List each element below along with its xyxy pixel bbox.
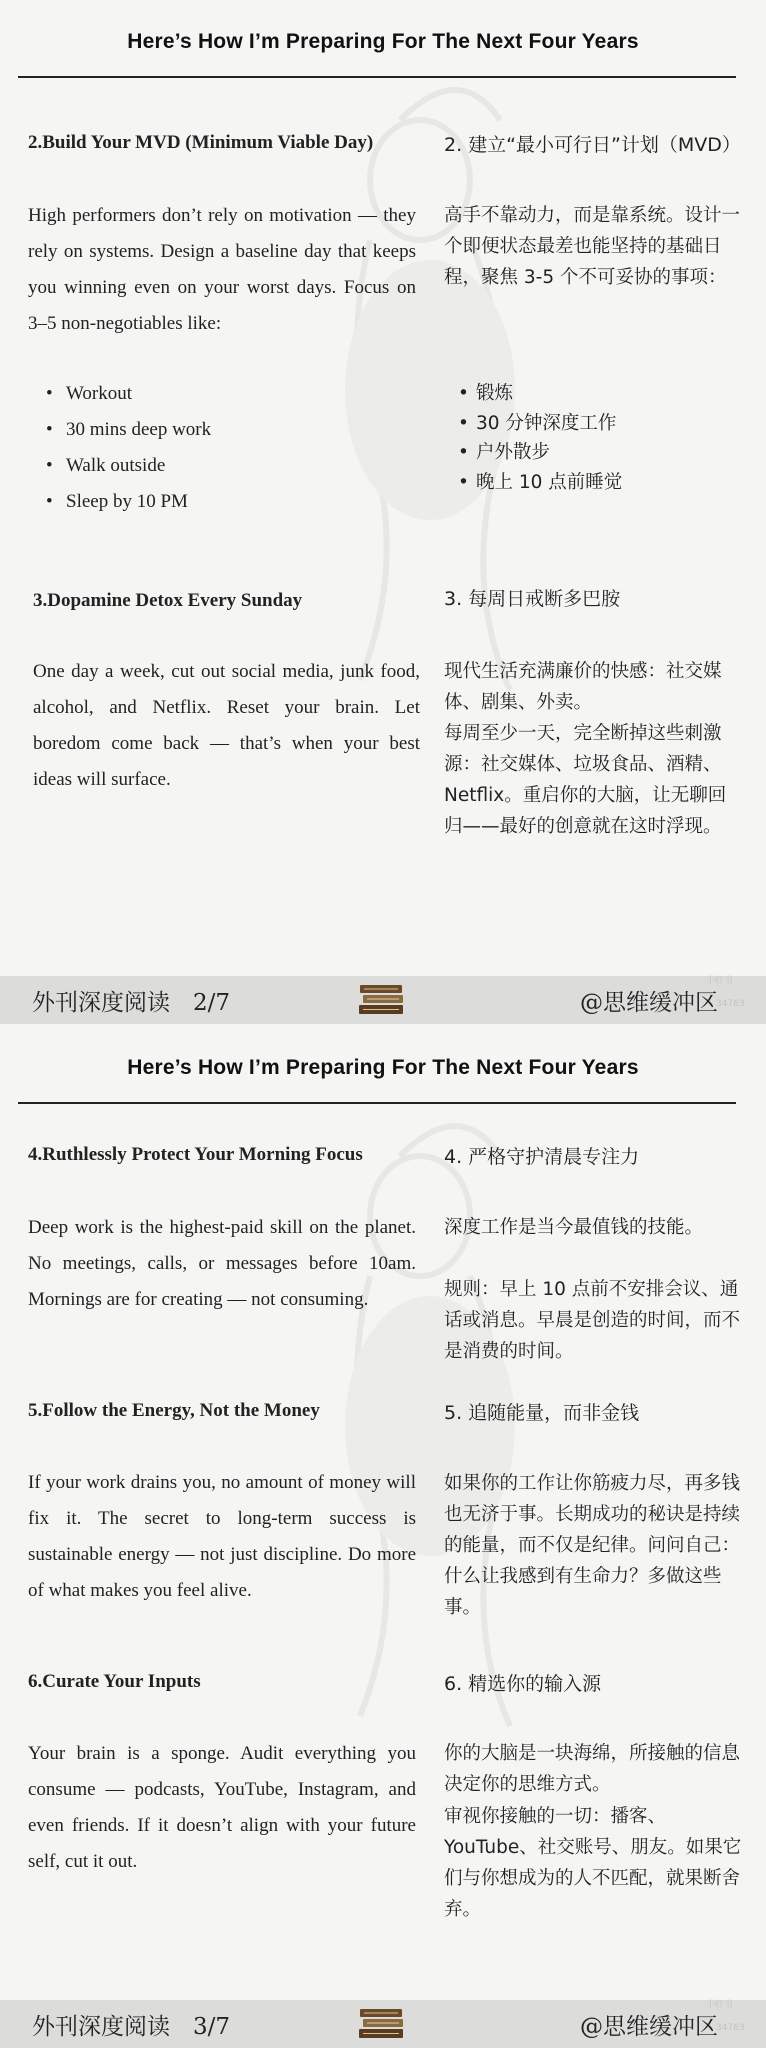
list-item: • Walk outside: [28, 448, 408, 484]
section-6-heading-en: 6.Curate Your Inputs: [28, 1671, 201, 1692]
page-title: Here’s How I’m Preparing For The Next Four Years: [127, 30, 639, 53]
footer-author-handle: @思维缓冲区: [580, 990, 718, 1016]
section-6-body-zh-2: 审视你接触的一切：播客、YouTube、社交账号、朋友。如果它们与你想成为的人不匹配，就果断舍弃。: [444, 1806, 742, 1920]
section-3-heading-zh: 3. 每周日戒断多巴胺: [444, 588, 621, 610]
section-2-heading-en: 2.Build Your MVD (Minimum Viable Day): [28, 132, 374, 153]
page-3-of-7: [0, 1026, 766, 2048]
section-4-heading-zh: 4. 严格守护清晨专注力: [444, 1146, 640, 1168]
list-item: • 晚上 10 点前睡觉: [444, 468, 744, 498]
section-5-body-en: If your work drains you, no amount of money will fix it. The secret to long-term success is sustainable energy — not just discipline. Do more of what makes you feel alive.: [28, 1472, 416, 1601]
section-4-body-en: Deep work is the highest-paid skill on the planet. No meetings, calls, or messages before 10am. Mornings are for creating — not consuming.: [28, 1217, 416, 1310]
section-2-body-en: High performers don’t rely on motivation — they rely on systems. Design a baseline day that keeps you winning even on your worst days. Focus on 3–5 non-negotiables like:: [28, 205, 416, 334]
watermark-id: 34763: [716, 2023, 745, 2033]
section-6-heading-zh: 6. 精选你的输入源: [444, 1673, 602, 1695]
section-5-heading-zh: 5. 追随能量，而非金钱: [444, 1402, 640, 1424]
section-6-body-zh-1: 你的大脑是一块海绵，所接触的信息决定你的思维方式。: [444, 1743, 741, 1795]
page-title: Here’s How I’m Preparing For The Next Four Years: [127, 1056, 639, 1079]
section-6-body-en: Your brain is a sponge. Audit everything you consume — podcasts, YouTube, Instagram, and even friends. If it doesn’t align with your future self, cut it out.: [28, 1743, 416, 1872]
books-icon: [358, 982, 406, 1018]
section-3-body-zh-2: 每周至少一天，完全断掉这些刺激源：社交媒体、垃圾食品、酒精、Netflix。重启你的大脑，让无聊回归——最好的创意就在这时浮现。: [444, 723, 727, 837]
section-3-body-en: One day a week, cut out social media, junk food, alcohol, and Netflix. Reset your brain. Let boredom come back — that’s when your best ideas will surface.: [33, 661, 420, 790]
list-item: • 30 分钟深度工作: [444, 409, 744, 439]
section-2-heading-zh: 2. 建立“最小可行日”计划（MVD）: [444, 134, 741, 156]
section-2-list-en: [28, 376, 408, 520]
watermark-brand: 小红书: [706, 976, 734, 986]
section-4-heading-en: 4.Ruthlessly Protect Your Morning Focus: [28, 1144, 363, 1165]
page-header: [0, 1026, 766, 1104]
section-5-body-zh: 如果你的工作让你筋疲力尽，再多钱也无济于事。长期成功的秘诀是持续的能量，而不仅是纪律。问问自己：什么让我感到有生命力？多做这些事。: [444, 1473, 741, 1618]
section-5-heading-en: 5.Follow the Energy, Not the Money: [28, 1400, 320, 1421]
section-3-body-zh-1: 现代生活充满廉价的快感：社交媒体、剧集、外卖。: [444, 661, 722, 713]
list-item: • 户外散步: [444, 438, 744, 468]
section-4-body-zh-1: 深度工作是当今最值钱的技能。: [444, 1217, 704, 1238]
footer-series-label: 外刊深度阅读 3/7: [32, 2014, 231, 2040]
section-3-heading-en: 3.Dopamine Detox Every Sunday: [33, 590, 303, 611]
footer-series-label: 外刊深度阅读 2/7: [32, 990, 231, 1016]
list-item: • 锻炼: [444, 379, 744, 409]
page-footer: [0, 2000, 766, 2048]
list-item: • Sleep by 10 PM: [28, 484, 408, 520]
books-icon: [358, 2006, 406, 2042]
section-4-body-zh-2: 规则：早上 10 点前不安排会议、通话或消息。早晨是创造的时间，而不是消费的时间。: [444, 1279, 741, 1362]
footer-author-handle: @思维缓冲区: [580, 2014, 718, 2040]
watermark-brand: 小红书: [706, 2000, 734, 2010]
header-divider: [18, 76, 736, 78]
page-footer: [0, 976, 766, 1024]
section-2-body-zh: 高手不靠动力，而是靠系统。设计一个即便状态最差也能坚持的基础日程，聚焦 3-5 个不可妥协的事项：: [444, 205, 741, 288]
list-item: • 30 mins deep work: [28, 412, 408, 448]
list-item: • Workout: [28, 376, 408, 412]
page-header: [0, 0, 766, 78]
header-divider: [18, 1102, 736, 1104]
watermark-id: 34763: [716, 999, 745, 1009]
section-2-list-zh: [444, 379, 744, 497]
